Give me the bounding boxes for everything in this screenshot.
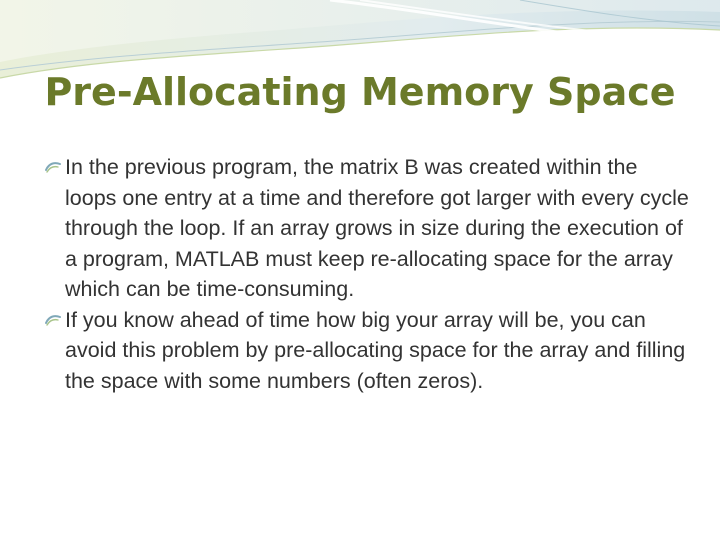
bullet-text: In the previous program, the matrix B was created within the loops one entry at a time and therefore got larger with every cycle through the loop. If an array grows in size during the execution of a program, MATLAB must keep re-allocating space for the array which can be time-consuming. [65, 155, 689, 301]
bullet-item [44, 305, 694, 397]
slide-title: Pre-Allocating Memory Space [44, 70, 676, 114]
slide-body [44, 152, 694, 396]
swoosh-bullet-icon [44, 311, 62, 329]
bullet-text: If you know ahead of time how big your array will be, you can avoid this problem by pre-allocating space for the array and filling the space with some numbers (often zeros). [65, 307, 686, 393]
bullet-item [44, 152, 694, 305]
swoosh-bullet-icon [44, 158, 62, 176]
